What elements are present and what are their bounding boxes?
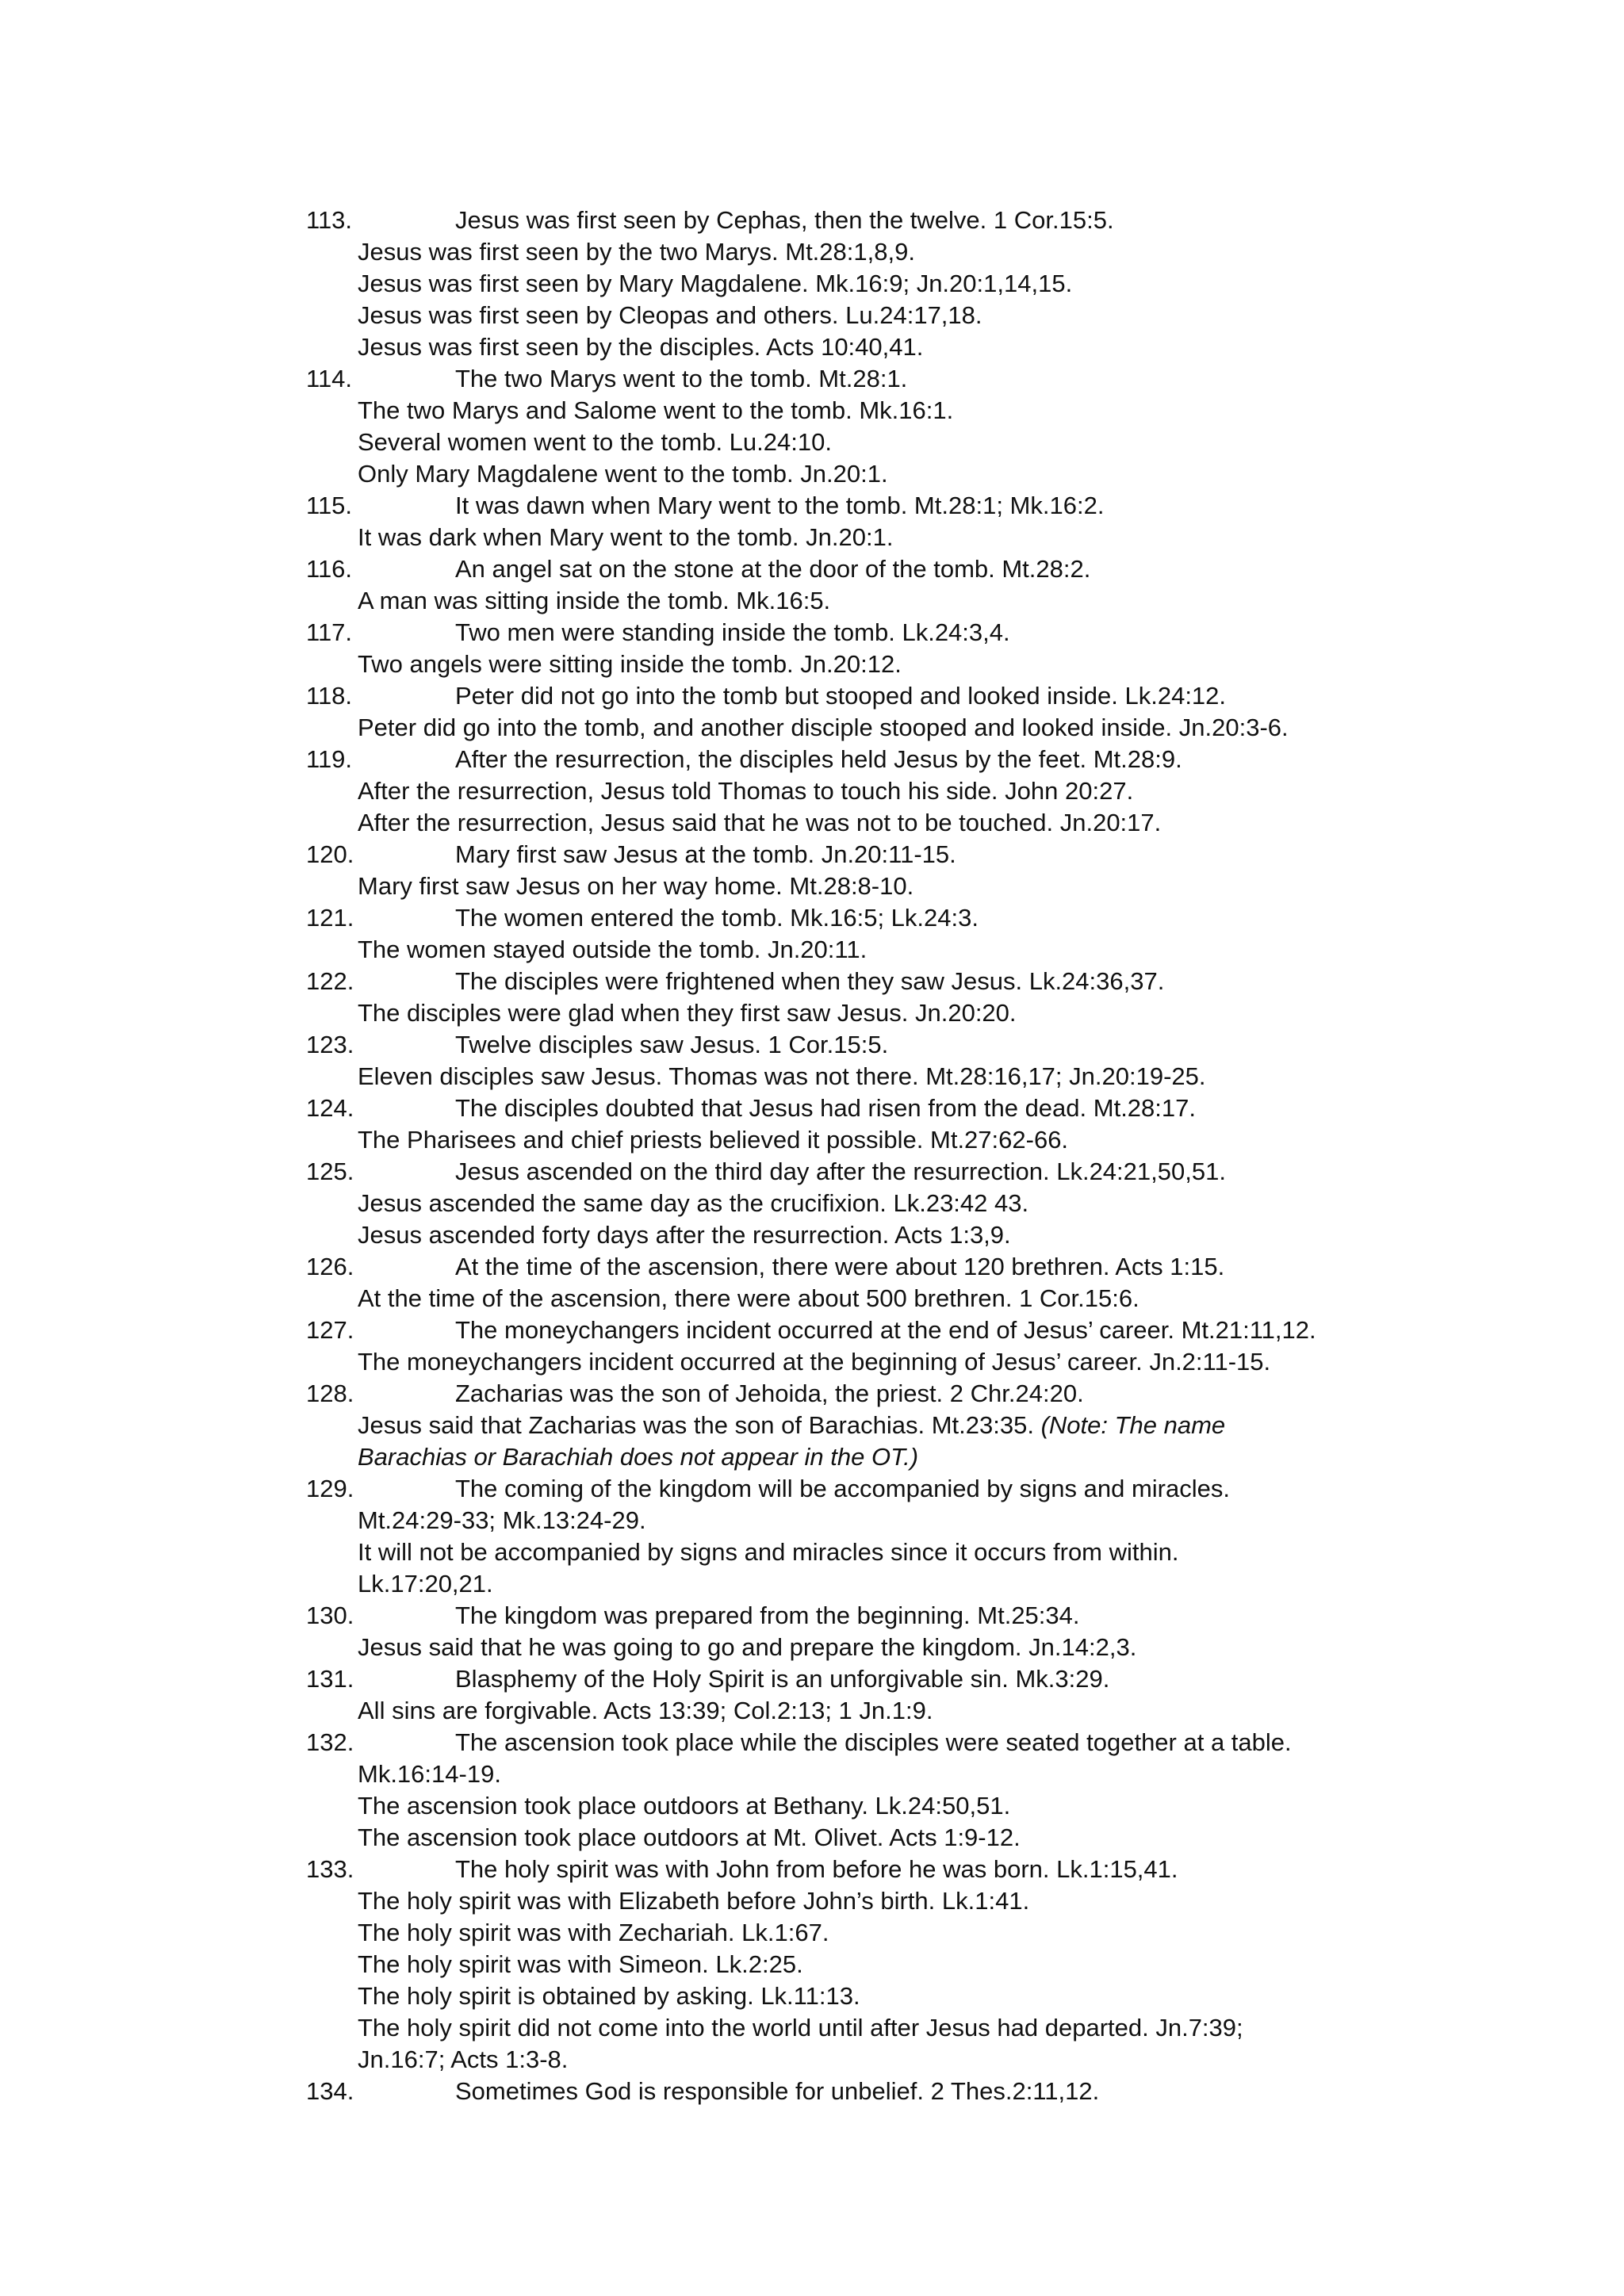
entry-128-line-2 <box>0 1410 1624 1441</box>
entry-119-line-1 <box>0 744 1624 775</box>
entry-132-line-3 <box>0 1790 1624 1822</box>
entry-114-line-2 <box>0 395 1624 427</box>
entry-text: After the resurrection, Jesus said that he was not to be touched. Jn.20:17. <box>358 809 1162 836</box>
entry-text: The holy spirit was with Elizabeth before John’s birth. Lk.1:41. <box>358 1887 1030 1915</box>
entry-note: (Note: The name <box>1040 1411 1226 1439</box>
entry-113-line-1 <box>0 205 1624 236</box>
entry-117-line-2 <box>0 649 1624 680</box>
entry-text: The holy spirit was with John from before he was born. Lk.1:15,41. <box>455 1855 1178 1883</box>
entry-text: Peter did go into the tomb, and another disciple stooped and looked inside. Jn.20:3-6. <box>358 714 1289 741</box>
entry-133-line-1 <box>0 1854 1624 1885</box>
entry-text: Twelve disciples saw Jesus. 1 Cor.15:5. <box>455 1031 889 1058</box>
entry-text: Two angels were sitting inside the tomb. Jn.20:12. <box>358 650 902 678</box>
entry-133-line-3 <box>0 1917 1624 1949</box>
entry-number: 130. <box>306 1601 354 1629</box>
entry-text: The holy spirit did not come into the world until after Jesus had departed. Jn.7:39; <box>358 2014 1243 2042</box>
entry-text: After the resurrection, the disciples held Jesus by the feet. Mt.28:9. <box>455 745 1182 773</box>
entry-number: 132. <box>306 1728 354 1756</box>
entry-number: 128. <box>306 1380 354 1407</box>
entry-119-line-3 <box>0 807 1624 839</box>
entry-114-line-4 <box>0 458 1624 490</box>
entry-125-line-3 <box>0 1219 1624 1251</box>
entry-129-line-4 <box>0 1568 1624 1600</box>
entry-119-line-2 <box>0 775 1624 807</box>
entry-text: Blasphemy of the Holy Spirit is an unforgivable sin. Mk.3:29. <box>455 1665 1110 1693</box>
entry-text: The moneychangers incident occurred at the end of Jesus’ career. Mt.21:11,12. <box>455 1316 1316 1344</box>
entry-number: 126. <box>306 1253 354 1280</box>
entry-116-line-2 <box>0 585 1624 617</box>
entry-131-line-2 <box>0 1695 1624 1727</box>
entry-122-line-2 <box>0 997 1624 1029</box>
entry-124-line-1 <box>0 1093 1624 1124</box>
entry-text: Jesus said that he was going to go and prepare the kingdom. Jn.14:2,3. <box>358 1633 1137 1661</box>
entry-number: 114. <box>306 365 353 392</box>
entry-text: Mary first saw Jesus at the tomb. Jn.20:11-15. <box>455 840 956 868</box>
entry-121-line-2 <box>0 934 1624 966</box>
entry-128-line-1 <box>0 1378 1624 1410</box>
entry-text: The women stayed outside the tomb. Jn.20:11. <box>358 936 868 963</box>
entry-text: Jesus was first seen by Cephas, then the twelve. 1 Cor.15:5. <box>455 206 1114 234</box>
entry-text: The disciples doubted that Jesus had risen from the dead. Mt.28:17. <box>455 1094 1196 1122</box>
entry-text: Mt.24:29-33; Mk.13:24-29. <box>358 1506 646 1534</box>
entry-133-line-2 <box>0 1885 1624 1917</box>
entry-114-line-3 <box>0 427 1624 458</box>
entry-124-line-2 <box>0 1124 1624 1156</box>
entry-text: Jesus ascended on the third day after the resurrection. Lk.24:21,50,51. <box>455 1158 1226 1185</box>
entry-129-line-2 <box>0 1505 1624 1536</box>
entry-125-line-2 <box>0 1188 1624 1219</box>
entry-133-line-6 <box>0 2012 1624 2044</box>
entry-113-line-4 <box>0 300 1624 331</box>
entry-number: 117. <box>306 618 353 646</box>
entry-text: The Pharisees and chief priests believed it possible. Mt.27:62-66. <box>358 1126 1069 1154</box>
entry-text: An angel sat on the stone at the door of the tomb. Mt.28:2. <box>455 555 1091 583</box>
entry-text: Jesus was first seen by the two Marys. Mt.28:1,8,9. <box>358 238 915 266</box>
entry-133-line-5 <box>0 1980 1624 2012</box>
entry-text: The holy spirit was with Simeon. Lk.2:25. <box>358 1950 803 1978</box>
entry-129-line-3 <box>0 1536 1624 1568</box>
entry-text: Jesus ascended forty days after the resurrection. Acts 1:3,9. <box>358 1221 1011 1249</box>
entry-text: At the time of the ascension, there were about 500 brethren. 1 Cor.15:6. <box>358 1284 1139 1312</box>
entry-134-line-1 <box>0 2076 1624 2107</box>
entry-text: The ascension took place outdoors at Mt. Olivet. Acts 1:9-12. <box>358 1823 1021 1851</box>
entry-number: 116. <box>306 555 353 583</box>
entry-number: 115. <box>306 492 353 519</box>
entry-128-line-3 <box>0 1441 1624 1473</box>
entry-text: Lk.17:20,21. <box>358 1570 493 1598</box>
entry-text: Zacharias was the son of Jehoida, the priest. 2 Chr.24:20. <box>455 1380 1084 1407</box>
entry-text: Several women went to the tomb. Lu.24:10. <box>358 428 832 456</box>
entry-text: It was dark when Mary went to the tomb. Jn.20:1. <box>358 523 894 551</box>
entry-115-line-2 <box>0 522 1624 553</box>
document-page <box>0 205 1624 2107</box>
entry-133-line-7 <box>0 2044 1624 2076</box>
entry-133-line-4 <box>0 1949 1624 1980</box>
entry-text-with-note <box>358 1410 1225 1441</box>
entry-number: 120. <box>306 840 354 868</box>
entry-text: Two men were standing inside the tomb. Lk.24:3,4. <box>455 618 1010 646</box>
entry-text: All sins are forgivable. Acts 13:39; Col.2:13; 1 Jn.1:9. <box>358 1697 933 1724</box>
entry-120-line-2 <box>0 871 1624 902</box>
entry-123-line-1 <box>0 1029 1624 1061</box>
entry-text: After the resurrection, Jesus told Thomas to touch his side. John 20:27. <box>358 777 1134 805</box>
entry-number: 118. <box>306 682 353 710</box>
entry-number: 133. <box>306 1855 354 1883</box>
entry-number: 121. <box>306 904 354 932</box>
entry-text: Jn.16:7; Acts 1:3-8. <box>358 2045 569 2073</box>
entry-text: It will not be accompanied by signs and miracles since it occurs from within. <box>358 1538 1179 1566</box>
entry-text: The two Marys went to the tomb. Mt.28:1. <box>455 365 908 392</box>
entry-text: Peter did not go into the tomb but stooped and looked inside. Lk.24:12. <box>455 682 1227 710</box>
entry-text: Jesus was first seen by Cleopas and others. Lu.24:17,18. <box>358 301 982 329</box>
entry-text: The holy spirit is obtained by asking. Lk.11:13. <box>358 1982 860 2010</box>
entry-number: 122. <box>306 967 354 995</box>
entry-130-line-2 <box>0 1632 1624 1663</box>
entry-number: 123. <box>306 1031 354 1058</box>
entry-text: The disciples were frightened when they saw Jesus. Lk.24:36,37. <box>455 967 1165 995</box>
entry-text: At the time of the ascension, there were about 120 brethren. Acts 1:15. <box>455 1253 1225 1280</box>
entry-text: The coming of the kingdom will be accompanied by signs and miracles. <box>455 1475 1230 1502</box>
entry-120-line-1 <box>0 839 1624 871</box>
entry-123-line-2 <box>0 1061 1624 1093</box>
entry-text: A man was sitting inside the tomb. Mk.16:5. <box>358 587 831 614</box>
entry-131-line-1 <box>0 1663 1624 1695</box>
entry-text: Mary first saw Jesus on her way home. Mt.28:8-10. <box>358 872 914 900</box>
entry-113-line-3 <box>0 268 1624 300</box>
entry-132-line-2 <box>0 1758 1624 1790</box>
entry-114-line-1 <box>0 363 1624 395</box>
entry-text: Jesus was first seen by the disciples. Acts 10:40,41. <box>358 333 924 361</box>
entry-132-line-4 <box>0 1822 1624 1854</box>
entry-text: Mk.16:14-19. <box>358 1760 501 1788</box>
entry-132-line-1 <box>0 1727 1624 1758</box>
entry-note: Barachias or Barachiah does not appear in the OT.) <box>358 1443 919 1471</box>
entry-number: 119. <box>306 745 353 773</box>
entry-text: The women entered the tomb. Mk.16:5; Lk.24:3. <box>455 904 979 932</box>
entry-text: The kingdom was prepared from the beginning. Mt.25:34. <box>455 1601 1080 1629</box>
entry-127-line-1 <box>0 1314 1624 1346</box>
entry-113-line-2 <box>0 236 1624 268</box>
entry-113-line-5 <box>0 331 1624 363</box>
entry-text: Sometimes God is responsible for unbelief. 2 Thes.2:11,12. <box>455 2077 1100 2105</box>
entry-118-line-2 <box>0 712 1624 744</box>
entry-text: It was dawn when Mary went to the tomb. Mt.28:1; Mk.16:2. <box>455 492 1105 519</box>
entry-text: Jesus ascended the same day as the crucifixion. Lk.23:42 43. <box>358 1189 1029 1217</box>
entry-text: The disciples were glad when they first saw Jesus. Jn.20:20. <box>358 999 1017 1027</box>
entry-122-line-1 <box>0 966 1624 997</box>
entry-115-line-1 <box>0 490 1624 522</box>
entry-text: The moneychangers incident occurred at the beginning of Jesus’ career. Jn.2:11-15. <box>358 1348 1271 1376</box>
entry-125-line-1 <box>0 1156 1624 1188</box>
entry-text: Jesus was first seen by Mary Magdalene. Mk.16:9; Jn.20:1,14,15. <box>358 270 1073 297</box>
entry-121-line-1 <box>0 902 1624 934</box>
entry-130-line-1 <box>0 1600 1624 1632</box>
entry-number: 124. <box>306 1094 354 1122</box>
entry-127-line-2 <box>0 1346 1624 1378</box>
entry-117-line-1 <box>0 617 1624 649</box>
entry-text: Eleven disciples saw Jesus. Thomas was not there. Mt.28:16,17; Jn.20:19-25. <box>358 1062 1206 1090</box>
entry-129-line-1 <box>0 1473 1624 1505</box>
entry-116-line-1 <box>0 553 1624 585</box>
entry-text: The ascension took place while the disciples were seated together at a table. <box>455 1728 1292 1756</box>
entry-text: The holy spirit was with Zechariah. Lk.1:67. <box>358 1919 829 1946</box>
entry-number: 125. <box>306 1158 354 1185</box>
entry-number: 131. <box>306 1665 354 1693</box>
entry-number: 134. <box>306 2077 354 2105</box>
entry-text: The two Marys and Salome went to the tomb. Mk.16:1. <box>358 396 954 424</box>
entry-number: 127. <box>306 1316 354 1344</box>
entry-text: The ascension took place outdoors at Bethany. Lk.24:50,51. <box>358 1792 1011 1820</box>
entry-text: Only Mary Magdalene went to the tomb. Jn.20:1. <box>358 460 888 488</box>
entry-118-line-1 <box>0 680 1624 712</box>
entry-text: Jesus said that Zacharias was the son of Barachias. Mt.23:35. <box>358 1411 1041 1439</box>
entry-126-line-1 <box>0 1251 1624 1283</box>
entry-number: 129. <box>306 1475 354 1502</box>
entry-number: 113. <box>306 206 353 234</box>
entry-126-line-2 <box>0 1283 1624 1314</box>
